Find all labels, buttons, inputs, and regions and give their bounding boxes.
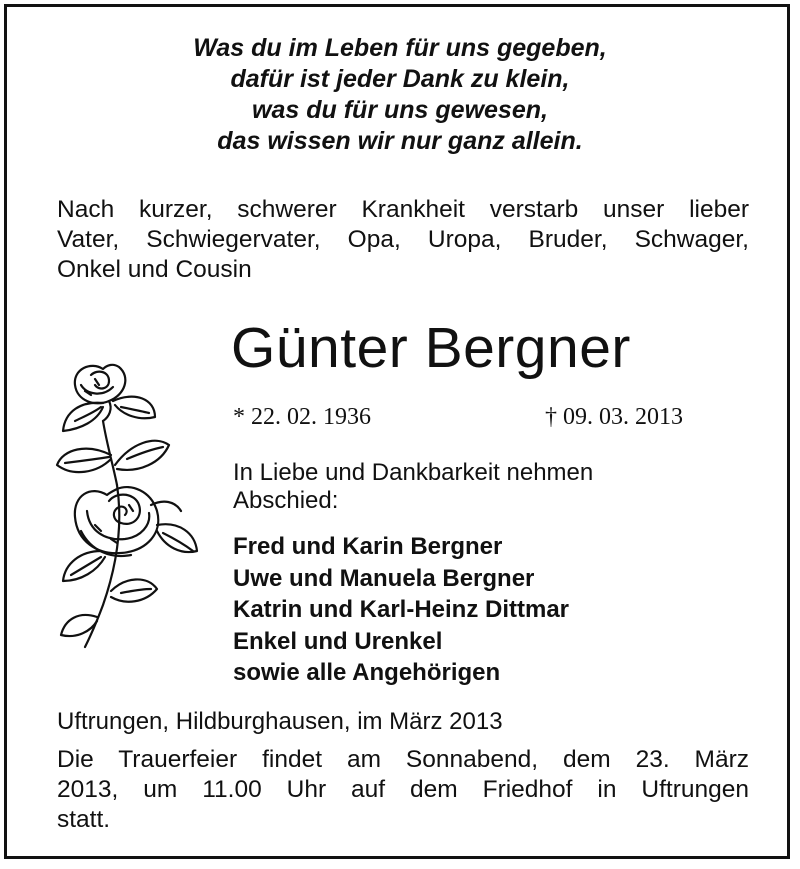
place-and-date: Uftrungen, Hildburghausen, im März 2013 xyxy=(57,708,503,735)
mourner-entry: sowie alle Angehörigen xyxy=(233,659,501,686)
farewell-line: Abschied: xyxy=(233,487,339,514)
rose-icon xyxy=(51,355,201,655)
mourners-list xyxy=(233,531,753,689)
verse-line: das wissen wir nur ganz allein. xyxy=(217,127,583,155)
intro-line: Onkel und Cousin xyxy=(57,256,252,283)
intro-line: Nach kurzer, schwerer Krankheit verstarb unser lieber xyxy=(57,196,749,223)
funeral-service-info xyxy=(57,745,749,835)
farewell-line: In Liebe und Dankbarkeit nehmen xyxy=(233,459,594,486)
farewell-text xyxy=(233,459,733,515)
ceremony-line: statt. xyxy=(57,806,111,833)
ceremony-line: Die Trauerfeier findet am Sonnabend, dem 23. März xyxy=(57,746,749,773)
intro-line: Vater, Schwiegervater, Opa, Uropa, Bruder, Schwager, xyxy=(57,226,749,253)
memorial-verse xyxy=(7,33,793,157)
mourner-entry: Fred und Karin Bergner xyxy=(233,533,503,560)
mourner-entry: Katrin und Karl-Heinz Dittmar xyxy=(233,596,570,623)
obituary-frame xyxy=(4,4,790,859)
death-date: † 09. 03. 2013 xyxy=(545,404,683,430)
death-announcement-text xyxy=(57,195,749,285)
verse-line: Was du im Leben für uns gegeben, xyxy=(193,34,607,62)
mourner-entry: Uwe und Manuela Bergner xyxy=(233,564,535,592)
birth-date: * 22. 02. 1936 xyxy=(233,404,371,430)
mourner-entry: Enkel und Urenkel xyxy=(233,627,443,655)
verse-line: was du für uns gewesen, xyxy=(252,96,548,124)
ceremony-line: 2013, um 11.00 Uhr auf dem Friedhof in Uftrungen xyxy=(57,776,749,803)
deceased-name: Günter Bergner xyxy=(231,316,631,380)
verse-line: dafür ist jeder Dank zu klein, xyxy=(230,65,570,93)
